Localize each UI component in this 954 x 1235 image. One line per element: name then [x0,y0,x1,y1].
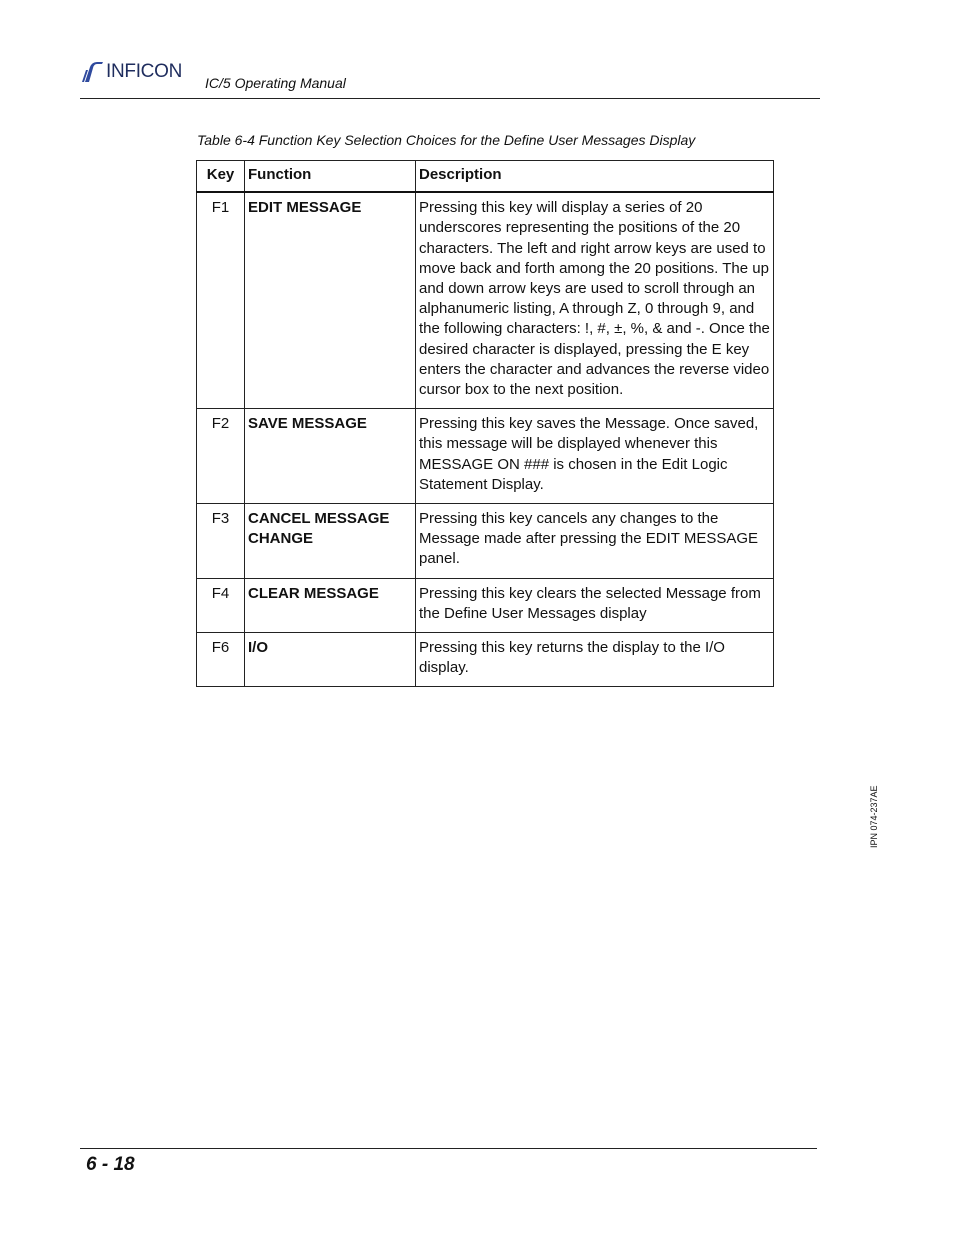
header-key: Key [197,161,245,193]
table-row [197,409,774,504]
row-key: F2 [197,409,245,504]
row-function: CANCEL MESSAGE CHANGE [245,504,416,579]
row-description: Pressing this key returns the display to the I/O display. [416,633,774,687]
row-key: F4 [197,578,245,632]
row-description: Pressing this key saves the Message. Once saved, this message will be displayed whenever this MESSAGE ON ### is chosen in the Edit Logic Statement Display. [416,409,774,504]
inficon-logo [82,60,182,84]
logo-text: INFICON [106,61,183,82]
row-key: F3 [197,504,245,579]
row-key: F1 [197,192,245,409]
row-function: SAVE MESSAGE [245,409,416,504]
table-caption: Table 6-4 Function Key Selection Choices for the Define User Messages Display [197,132,696,148]
manual-title: IC/5 Operating Manual [205,75,346,91]
row-description: Pressing this key cancels any changes to the Message made after pressing the EDIT MESSAGE panel. [416,504,774,579]
row-key: F6 [197,633,245,687]
table-row [197,633,774,687]
document-part-number [867,782,881,850]
table-header-row [197,161,774,193]
row-function: EDIT MESSAGE [245,192,416,409]
function-key-table [196,160,774,687]
table-row [197,504,774,579]
inficon-swoosh-icon [82,61,104,83]
row-description: Pressing this key will display a series of 20 underscores representing the positions of the 20 characters. The left and right arrow keys are used to move back and forth among the 20 positions. The up and down arrow keys are used to scroll through an alphanumeric listing, A through Z, 0 through 9, and the following characters: !, #, ±, %, & and -. Once the desired character is displayed, pressing the E key enters the character and advances the reverse video cursor box to the next position. [416,192,774,409]
table-row [197,192,774,409]
row-description: Pressing this key clears the selected Message from the Define User Messages display [416,578,774,632]
footer-rule [80,1148,817,1149]
row-function: I/O [245,633,416,687]
table-row [197,578,774,632]
header-rule [80,98,820,99]
page-number: 6 - 18 [86,1154,135,1175]
part-number-text: IPN 074-237AE [869,785,879,848]
header-function: Function [245,161,416,193]
header-description: Description [416,161,774,193]
row-function: CLEAR MESSAGE [245,578,416,632]
